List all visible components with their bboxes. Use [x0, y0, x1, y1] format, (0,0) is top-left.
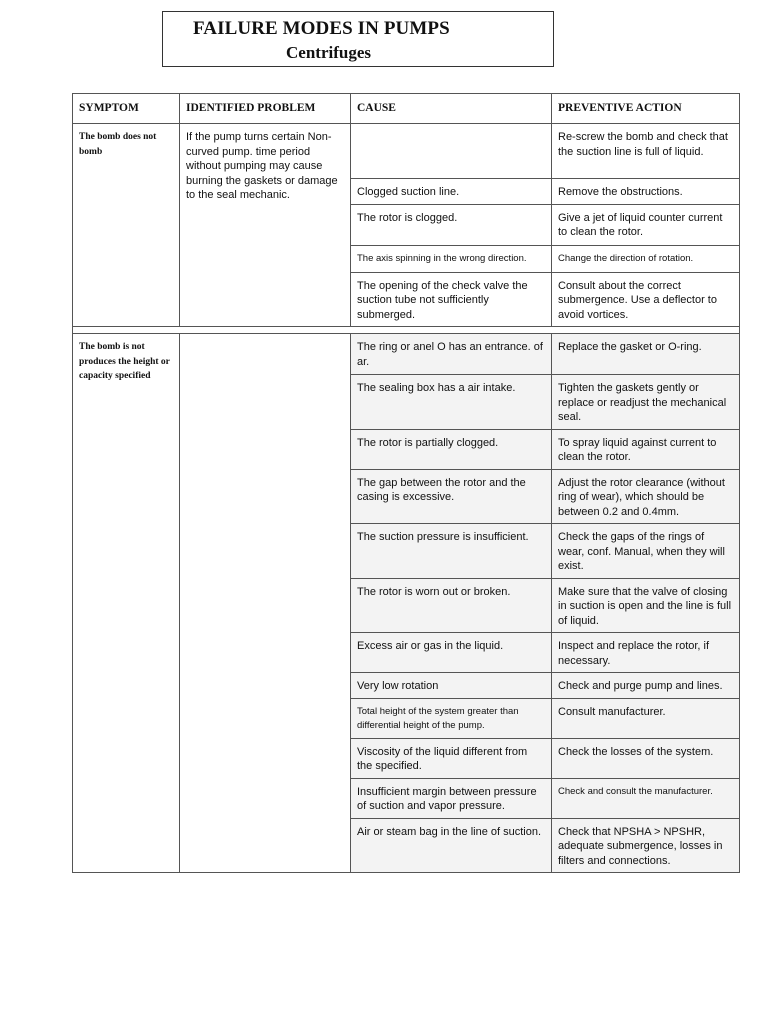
action-cell: Tighten the gaskets gently or replace or readjust the mechanical seal.: [552, 375, 740, 430]
cause-cell: [351, 124, 552, 179]
symptom-cell: The bomb does not bomb: [73, 124, 180, 327]
cause-cell: The gap between the rotor and the casing is excessive.: [351, 469, 552, 524]
identified-problem-cell: [180, 334, 351, 873]
action-cell: Consult about the correct submergence. Use a deflector to avoid vortices.: [552, 272, 740, 327]
action-cell: Replace the gasket or O-ring.: [552, 334, 740, 375]
cause-cell: Viscosity of the liquid different from the specified.: [351, 738, 552, 778]
action-cell: Re-screw the bomb and check that the suction line is full of liquid.: [552, 124, 740, 179]
action-cell: Give a jet of liquid counter current to clean the rotor.: [552, 204, 740, 245]
header-identified-problem: IDENTIFIED PROBLEM: [180, 94, 351, 124]
action-cell: Adjust the rotor clearance (without ring of wear), which should be between 0.2 and 0.4mm.: [552, 469, 740, 524]
action-cell: Check and consult the manufacturer.: [552, 778, 740, 818]
action-cell: Check the losses of the system.: [552, 738, 740, 778]
cause-cell: Air or steam bag in the line of suction.: [351, 818, 552, 873]
action-cell: To spray liquid against current to clean the rotor.: [552, 429, 740, 469]
cause-cell: The rotor is partially clogged.: [351, 429, 552, 469]
table-header-row: [73, 94, 740, 124]
document-title: FAILURE MODES IN PUMPS: [193, 18, 450, 39]
action-cell: Inspect and replace the rotor, if necessary.: [552, 633, 740, 673]
cause-cell: The suction pressure is insufficient.: [351, 524, 552, 579]
identified-problem-cell: If the pump turns certain Non-curved pump. time period without pumping may cause burning the gaskets or damage to the seal mechanic.: [180, 124, 351, 327]
action-cell: Change the direction of rotation.: [552, 245, 740, 272]
action-cell: Remove the obstructions.: [552, 179, 740, 205]
cause-cell: Very low rotation: [351, 673, 552, 699]
table-row: [73, 124, 740, 179]
cause-cell: The sealing box has a air intake.: [351, 375, 552, 430]
spacer-row: [73, 327, 740, 334]
cause-cell: Excess air or gas in the liquid.: [351, 633, 552, 673]
cause-cell: The rotor is worn out or broken.: [351, 578, 552, 633]
title-box: [162, 11, 554, 67]
cause-cell: Clogged suction line.: [351, 179, 552, 205]
action-cell: Check the gaps of the rings of wear, conf. Manual, when they will exist.: [552, 524, 740, 579]
cause-cell: The rotor is clogged.: [351, 204, 552, 245]
header-symptom: SYMPTOM: [73, 94, 180, 124]
cause-cell: Insufficient margin between pressure of suction and vapor pressure.: [351, 778, 552, 818]
cause-cell: Total height of the system greater than differential height of the pump.: [351, 698, 552, 738]
action-cell: Make sure that the valve of closing in suction is open and the line is full of liquid.: [552, 578, 740, 633]
symptom-cell: The bomb is not produces the height or capacity specified: [73, 334, 180, 873]
action-cell: Check and purge pump and lines.: [552, 673, 740, 699]
document-subtitle: Centrifuges: [286, 43, 371, 62]
action-cell: Consult manufacturer.: [552, 698, 740, 738]
cause-cell: The ring or anel O has an entrance. of ar.: [351, 334, 552, 375]
cause-cell: The axis spinning in the wrong direction.: [351, 245, 552, 272]
header-preventive-action: PREVENTIVE ACTION: [552, 94, 740, 124]
action-cell: Check that NPSHA > NPSHR, adequate submergence, losses in filters and connections.: [552, 818, 740, 873]
failure-modes-table: [72, 93, 740, 873]
cause-cell: The opening of the check valve the suction tube not sufficiently submerged.: [351, 272, 552, 327]
table-row: [73, 334, 740, 375]
header-cause: CAUSE: [351, 94, 552, 124]
